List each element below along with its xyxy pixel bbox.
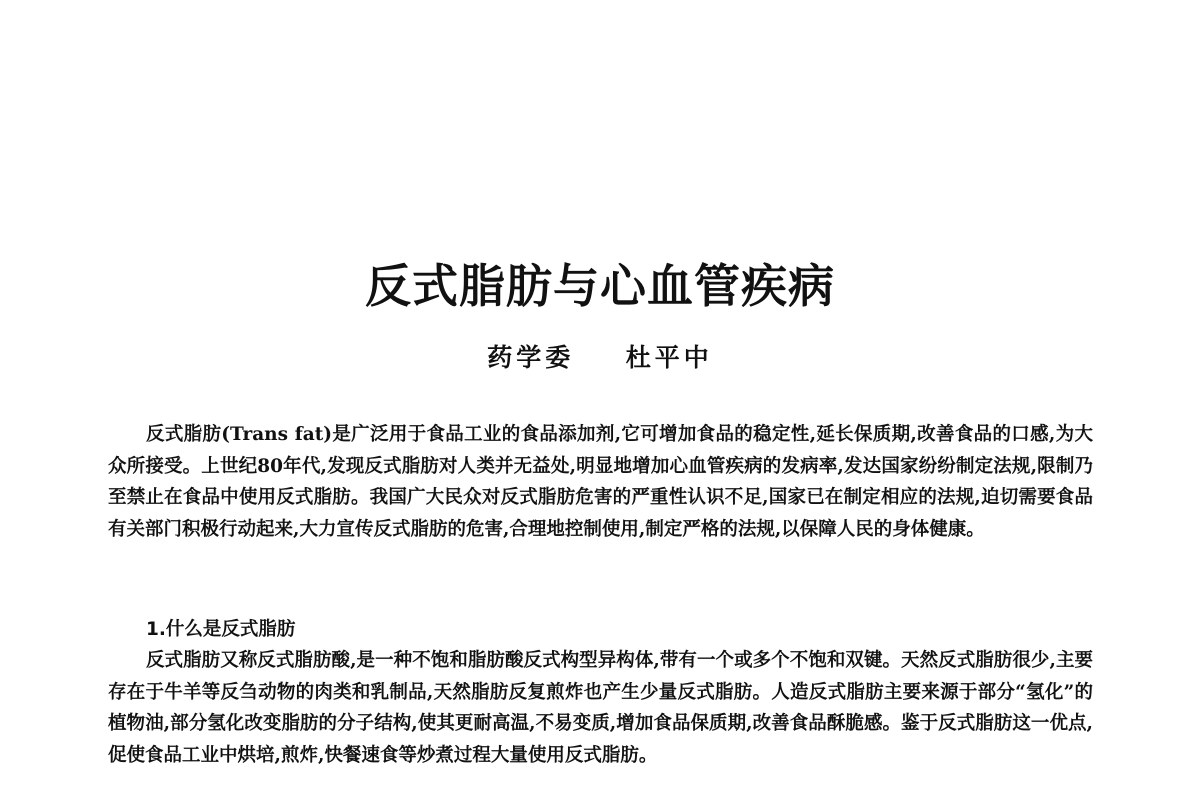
article-authors <box>0 340 1200 376</box>
author-organization: 药学委 <box>487 343 575 372</box>
author-name: 杜平中 <box>625 343 713 372</box>
intro-paragraph: 反式脂肪(Trans fat)是广泛用于食品工业的食品添加剂,它可增加食品的稳定性,延长保质期,改善食品的口感,为大众所接受。上世纪80年代,发现反式脂肪对人类并无益处,明显地增加心血管疾病的发病率,发达国家纷纷制定法规,限制乃至禁止在食品中使用反式脂肪。我国广大民众对反式脂肪危害的严重性认识不足,国家已在制定相应的法规,迫切需要食品有关部门积极行动起来,大力宣传反式脂肪的危害,合理地控制使用,制定严格的法规,以保障人民的身体健康。 <box>108 424 1093 540</box>
section-paragraph: 反式脂肪又称反式脂肪酸,是一种不饱和脂肪酸反式构型异构体,带有一个或多个不饱和双键。天然反式脂肪很少,主要存在于牛羊等反刍动物的肉类和乳制品,天然脂肪反复煎炸也产生少量反式脂肪。人造反式脂肪主要来源于部分“氢化”的植物油,部分氢化改变脂肪的分子结构,使其更耐高温,不易变质,增加食品保质期,改善食品酥脆感。鉴于反式脂肪这一优点,促使食品工业中烘培,煎炸,快餐速食等炒煮过程大量使用反式脂肪。 <box>108 650 1093 766</box>
article-title: 反式脂肪与心血管疾病 <box>365 259 835 313</box>
section-heading: 1.什么是反式脂肪 <box>146 619 296 640</box>
